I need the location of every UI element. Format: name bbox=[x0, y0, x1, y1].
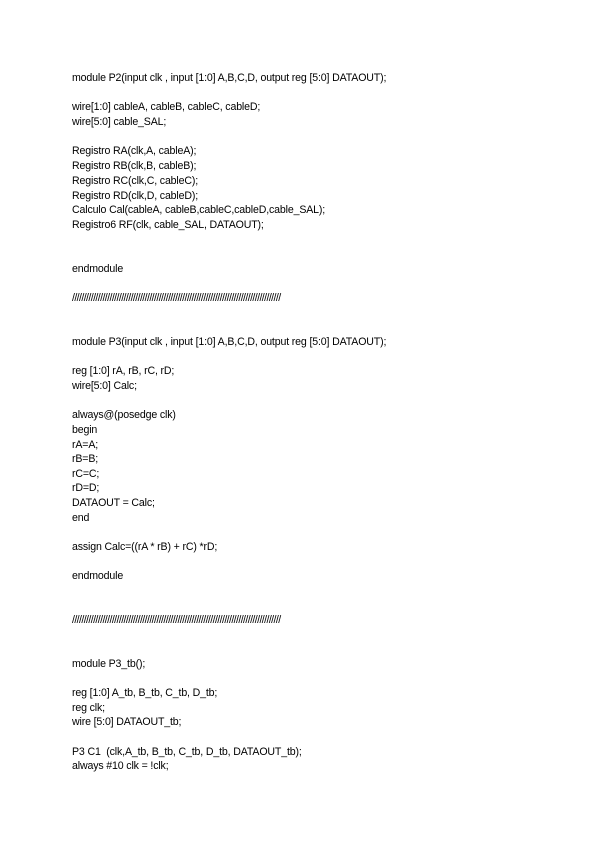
code-line: Registro6 RF(clk, cable_SAL, DATAOUT); bbox=[72, 219, 264, 231]
code-line: module P2(input clk , input [1:0] A,B,C,D, output reg [5:0] DATAOUT); bbox=[72, 72, 387, 84]
code-line: rC=C; bbox=[72, 468, 100, 480]
code-line: Registro RD(clk,D, cableD); bbox=[72, 190, 199, 202]
code-line: Registro RB(clk,B, cableB); bbox=[72, 160, 197, 172]
code-line: assign Calc=((rA * rB) + rC) *rD; bbox=[72, 541, 218, 553]
code-line: endmodule bbox=[72, 263, 124, 275]
code-line: Registro RC(clk,C, cableC); bbox=[72, 175, 199, 187]
code-line: wire[5:0] cable_SAL; bbox=[72, 116, 167, 128]
separator-line: ///////////////////////////////////////////////////////////////////////////////////////// bbox=[72, 292, 281, 304]
code-line: P3 C1 (clk,A_tb, B_tb, C_tb, D_tb, DATAOUT_tb); bbox=[72, 746, 302, 758]
code-line: module P3(input clk , input [1:0] A,B,C,D, output reg [5:0] DATAOUT); bbox=[72, 336, 387, 348]
code-line: module P3_tb(); bbox=[72, 658, 146, 670]
code-line: reg clk; bbox=[72, 702, 105, 714]
code-line: always@(posedge clk) bbox=[72, 409, 176, 421]
code-line: endmodule bbox=[72, 570, 124, 582]
code-line: wire[5:0] Calc; bbox=[72, 380, 137, 392]
separator-line: ///////////////////////////////////////////////////////////////////////////////////////// bbox=[72, 614, 281, 626]
code-line: always #10 clk = !clk; bbox=[72, 760, 169, 772]
code-line: rA=A; bbox=[72, 439, 99, 451]
code-line: DATAOUT = Calc; bbox=[72, 497, 155, 509]
code-line: begin bbox=[72, 424, 98, 436]
code-line: end bbox=[72, 512, 90, 524]
code-line: Calculo Cal(cableA, cableB,cableC,cableD,cable_SAL); bbox=[72, 204, 326, 216]
code-line: rB=B; bbox=[72, 453, 99, 465]
code-line: Registro RA(clk,A, cableA); bbox=[72, 145, 197, 157]
code-line: reg [1:0] A_tb, B_tb, C_tb, D_tb; bbox=[72, 687, 218, 699]
code-line: wire[1:0] cableA, cableB, cableC, cableD; bbox=[72, 101, 261, 113]
code-line: reg [1:0] rA, rB, rC, rD; bbox=[72, 365, 175, 377]
code-line: rD=D; bbox=[72, 482, 100, 494]
code-line: wire [5:0] DATAOUT_tb; bbox=[72, 716, 182, 728]
